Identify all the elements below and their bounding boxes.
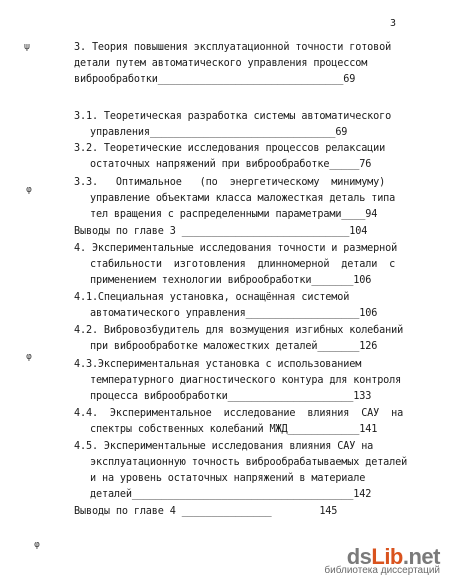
toc-line: и на уровень остаточных напряжений в материале [90, 473, 366, 484]
toc-line: 4.1.Специальная установка, оснащённая системой [74, 292, 350, 303]
toc-line: виброобработки_______________________________69 [74, 74, 356, 85]
toc-line: деталей_____________________________________142 [90, 489, 372, 500]
toc-line: 3.1. Теоретическая разработка системы автоматического [74, 111, 392, 122]
toc-line: управления_______________________________69 [90, 127, 348, 138]
toc-line: применением технологии виброобработки_______106 [90, 275, 372, 286]
toc-line: детали путем автоматического управления процессом [74, 58, 368, 69]
toc-line: автоматического управления___________________106 [90, 308, 378, 319]
toc-line: тел вращения с распределенными параметрами____94 [90, 209, 378, 220]
watermark-logo-net: .net [402, 544, 440, 569]
toc-line: при виброобработке маложестких деталей_______126 [90, 341, 378, 352]
page-number: 3 [390, 18, 397, 29]
watermark-logo-ds: ds [346, 544, 372, 569]
toc-line: управление объектами класса маложесткая деталь типа [90, 193, 396, 204]
toc-line: 4.4. Экспериментальное исследование влияния САУ на [74, 408, 404, 419]
margin-mark-2: φ [26, 185, 32, 195]
toc-line: температурного диагностического контура для контроля [90, 375, 402, 386]
toc-line: стабильности изготовления длинномерной детали с [90, 259, 396, 270]
toc-line: 3. Теория повышения эксплуатационной точности готовой [74, 42, 392, 53]
toc-line: Выводы по главе 3 ____________________________104 [74, 226, 368, 237]
toc-line: Выводы по главе 4 _______________ 145 [74, 506, 338, 517]
toc-line: 4. Экспериментальные исследования точности и размерной [74, 243, 398, 254]
toc-line: спектры собственных колебаний МЖД____________141 [90, 424, 378, 435]
toc-line: остаточных напряжений при виброобработке_____76 [90, 159, 372, 170]
watermark-subtitle: библиотека диссертаций [324, 565, 440, 576]
toc-line: эксплуатационную точность виброобрабатываемых деталей [90, 457, 408, 468]
toc-line: 3.2. Теоретические исследования процессов релаксации [74, 143, 386, 154]
toc-line: 4.3.Экспериментальная установка с использованием [74, 359, 362, 370]
watermark-logo-lib: Lib [371, 544, 403, 569]
toc-line: процесса виброобработки_____________________133 [90, 391, 372, 402]
toc-line: 3.3. Оптимальное (по энергетическому минимуму) [74, 177, 386, 188]
margin-mark-3: φ [26, 352, 32, 362]
toc-line: 4.5. Экспериментальные исследования влияния САУ на [74, 441, 374, 452]
toc-line: 4.2. Вибровозбудитель для возмущения изгибных колебаний [74, 325, 404, 336]
margin-mark-1: ψ [24, 42, 30, 52]
margin-mark-4: φ [34, 540, 40, 550]
